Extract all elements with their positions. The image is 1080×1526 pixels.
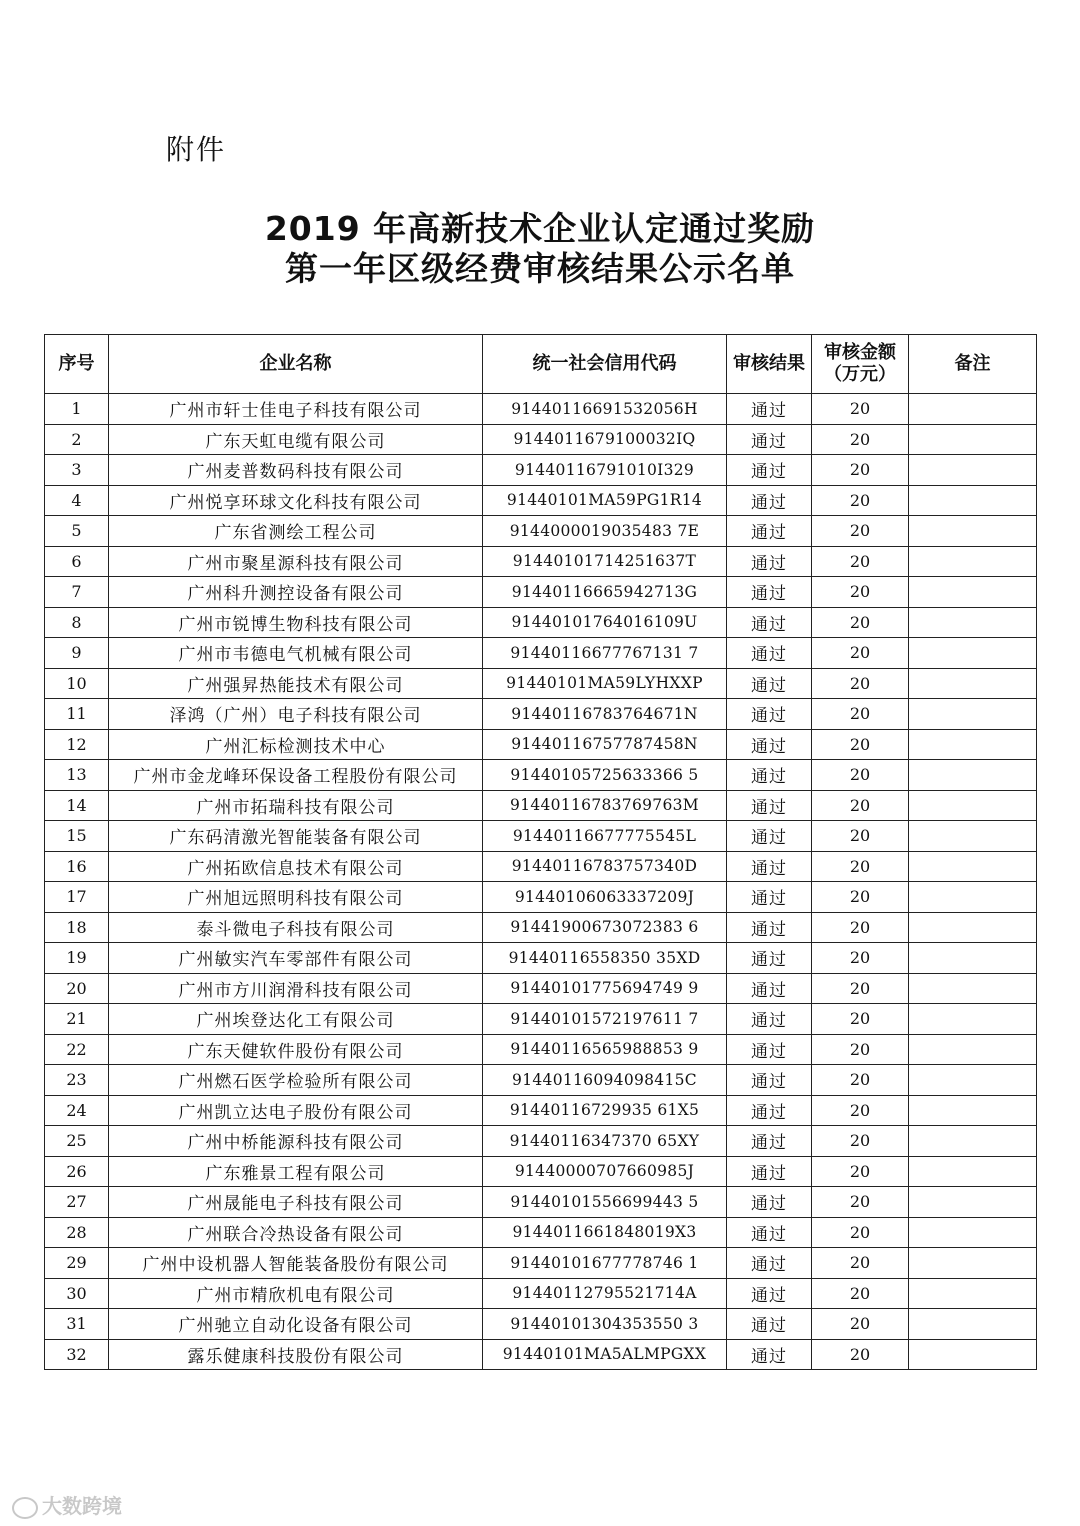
table-row: [45, 912, 1037, 943]
table-row: [45, 546, 1037, 577]
cell-remark: [909, 1217, 1037, 1248]
cell-seq: 17: [45, 882, 109, 913]
cell-seq: 31: [45, 1309, 109, 1340]
cell-amount: 20: [812, 912, 909, 943]
table-row: [45, 455, 1037, 486]
cell-remark: [909, 577, 1037, 608]
cell-result: 通过: [727, 790, 812, 821]
cell-result: 通过: [727, 1339, 812, 1370]
table-header-row: [45, 335, 1037, 394]
cell-remark: [909, 1095, 1037, 1126]
cell-result: 通过: [727, 516, 812, 547]
cell-remark: [909, 1004, 1037, 1035]
cell-credit-code: 91440106063337209J: [483, 882, 727, 913]
table-row: [45, 516, 1037, 547]
cell-amount: 20: [812, 1034, 909, 1065]
header-amount: [812, 335, 909, 394]
cell-company-name: 广州市锐博生物科技有限公司: [109, 607, 483, 638]
cell-remark: [909, 821, 1037, 852]
cell-amount: 20: [812, 1187, 909, 1218]
cell-amount: 20: [812, 882, 909, 913]
cell-seq: 29: [45, 1248, 109, 1279]
cell-credit-code: 91440101714251637T: [483, 546, 727, 577]
table-row: [45, 1095, 1037, 1126]
cell-result: 通过: [727, 1278, 812, 1309]
cell-amount: 20: [812, 485, 909, 516]
cell-amount: 20: [812, 394, 909, 425]
cell-credit-code: 91440101MA59PG1R14: [483, 485, 727, 516]
attachment-label: 附件: [166, 133, 227, 166]
cell-remark: [909, 912, 1037, 943]
cell-result: 通过: [727, 1126, 812, 1157]
cell-seq: 20: [45, 973, 109, 1004]
cell-remark: [909, 455, 1037, 486]
cell-company-name: 广东省测绘工程公司: [109, 516, 483, 547]
cell-result: 通过: [727, 1034, 812, 1065]
cell-seq: 21: [45, 1004, 109, 1035]
table-row: [45, 394, 1037, 425]
cell-company-name: 广州敏实汽车零部件有限公司: [109, 943, 483, 974]
cell-amount: 20: [812, 1095, 909, 1126]
cell-credit-code: 91440101775694749 9: [483, 973, 727, 1004]
header-amount-line1: 审核金额: [824, 342, 896, 363]
cell-seq: 18: [45, 912, 109, 943]
cell-remark: [909, 394, 1037, 425]
cell-result: 通过: [727, 821, 812, 852]
cell-amount: 20: [812, 607, 909, 638]
cell-credit-code: 91440116565988853 9: [483, 1034, 727, 1065]
table-row: [45, 1278, 1037, 1309]
cell-result: 通过: [727, 760, 812, 791]
cell-company-name: 广州麦普数码科技有限公司: [109, 455, 483, 486]
cell-seq: 28: [45, 1217, 109, 1248]
cell-amount: 20: [812, 790, 909, 821]
cell-remark: [909, 1278, 1037, 1309]
cell-seq: 9: [45, 638, 109, 669]
cell-company-name: 广州中桥能源科技有限公司: [109, 1126, 483, 1157]
cell-company-name: 露乐健康科技股份有限公司: [109, 1339, 483, 1370]
table-row: [45, 577, 1037, 608]
cell-credit-code: 91440116677767131 7: [483, 638, 727, 669]
table-row: [45, 1004, 1037, 1035]
cell-company-name: 广州汇标检测技术中心: [109, 729, 483, 760]
cell-result: 通过: [727, 1065, 812, 1096]
cell-seq: 26: [45, 1156, 109, 1187]
table-row: [45, 1187, 1037, 1218]
cell-credit-code: 91441900673072383 6: [483, 912, 727, 943]
cell-amount: 20: [812, 973, 909, 1004]
cell-company-name: 广东码清激光智能装备有限公司: [109, 821, 483, 852]
cell-amount: 20: [812, 1248, 909, 1279]
cell-seq: 2: [45, 424, 109, 455]
cell-company-name: 广州市拓瑞科技有限公司: [109, 790, 483, 821]
cell-company-name: 广东天健软件股份有限公司: [109, 1034, 483, 1065]
cell-seq: 25: [45, 1126, 109, 1157]
cell-credit-code: 91440116094098415C: [483, 1065, 727, 1096]
table-row: [45, 760, 1037, 791]
cell-seq: 3: [45, 455, 109, 486]
cell-credit-code: 91440101677778746 1: [483, 1248, 727, 1279]
cell-credit-code: 91440116783764671N: [483, 699, 727, 730]
cell-credit-code: 91440101764016109U: [483, 607, 727, 638]
cell-company-name: 广州市精欣机电有限公司: [109, 1278, 483, 1309]
table-row: [45, 821, 1037, 852]
cell-company-name: 广州旭远照明科技有限公司: [109, 882, 483, 913]
cell-amount: 20: [812, 1126, 909, 1157]
cell-remark: [909, 1034, 1037, 1065]
cell-remark: [909, 1248, 1037, 1279]
cell-credit-code: 91440116347370 65XY: [483, 1126, 727, 1157]
table-row: [45, 485, 1037, 516]
cell-seq: 11: [45, 699, 109, 730]
header-seq: 序号: [45, 335, 109, 394]
cell-amount: 20: [812, 1156, 909, 1187]
cell-company-name: 广州驰立自动化设备有限公司: [109, 1309, 483, 1340]
cell-credit-code: 91440116729935 61X5: [483, 1095, 727, 1126]
cell-result: 通过: [727, 394, 812, 425]
table-row: [45, 943, 1037, 974]
cell-result: 通过: [727, 668, 812, 699]
cell-amount: 20: [812, 1309, 909, 1340]
cell-remark: [909, 1339, 1037, 1370]
table-row: [45, 699, 1037, 730]
cell-result: 通过: [727, 638, 812, 669]
cell-amount: 20: [812, 1065, 909, 1096]
table-row: [45, 790, 1037, 821]
cell-remark: [909, 424, 1037, 455]
cell-seq: 10: [45, 668, 109, 699]
cell-credit-code: 91440116665942713G: [483, 577, 727, 608]
cell-company-name: 广州联合冷热设备有限公司: [109, 1217, 483, 1248]
table-row: [45, 607, 1037, 638]
header-result: 审核结果: [727, 335, 812, 394]
cell-credit-code: 91440101556699443 5: [483, 1187, 727, 1218]
cell-amount: 20: [812, 577, 909, 608]
cell-amount: 20: [812, 546, 909, 577]
cell-amount: 20: [812, 943, 909, 974]
cell-amount: 20: [812, 1004, 909, 1035]
cell-remark: [909, 638, 1037, 669]
cell-result: 通过: [727, 1309, 812, 1340]
cell-amount: 20: [812, 821, 909, 852]
cell-company-name: 广州市金龙峰环保设备工程股份有限公司: [109, 760, 483, 791]
cell-amount: 20: [812, 729, 909, 760]
cell-company-name: 广州晟能电子科技有限公司: [109, 1187, 483, 1218]
cell-remark: [909, 973, 1037, 1004]
table-row: [45, 851, 1037, 882]
cell-remark: [909, 546, 1037, 577]
cell-seq: 4: [45, 485, 109, 516]
cell-credit-code: 91440116783757340D: [483, 851, 727, 882]
cell-credit-code: 91440101304353550 3: [483, 1309, 727, 1340]
cell-amount: 20: [812, 424, 909, 455]
cell-seq: 24: [45, 1095, 109, 1126]
cell-result: 通过: [727, 729, 812, 760]
cell-seq: 27: [45, 1187, 109, 1218]
cell-seq: 16: [45, 851, 109, 882]
cell-amount: 20: [812, 1217, 909, 1248]
cell-result: 通过: [727, 882, 812, 913]
table-row: [45, 1034, 1037, 1065]
cell-credit-code: 91440101MA59LYHXXP: [483, 668, 727, 699]
cell-amount: 20: [812, 1339, 909, 1370]
cell-remark: [909, 607, 1037, 638]
cell-remark: [909, 668, 1037, 699]
cell-result: 通过: [727, 699, 812, 730]
cell-remark: [909, 485, 1037, 516]
cell-seq: 15: [45, 821, 109, 852]
cell-credit-code: 91440101572197611 7: [483, 1004, 727, 1035]
table-row: [45, 882, 1037, 913]
cell-company-name: 广州强昇热能技术有限公司: [109, 668, 483, 699]
watermark-logo-icon: [12, 1497, 38, 1519]
cell-amount: 20: [812, 455, 909, 486]
table-row: [45, 1126, 1037, 1157]
cell-company-name: 广东雅景工程有限公司: [109, 1156, 483, 1187]
cell-credit-code: 91440112795521714A: [483, 1278, 727, 1309]
cell-seq: 14: [45, 790, 109, 821]
cell-seq: 1: [45, 394, 109, 425]
cell-credit-code: 91440116558350 35XD: [483, 943, 727, 974]
results-table: [44, 334, 1037, 1370]
table-row: [45, 973, 1037, 1004]
cell-result: 通过: [727, 943, 812, 974]
cell-result: 通过: [727, 424, 812, 455]
cell-remark: [909, 943, 1037, 974]
cell-seq: 12: [45, 729, 109, 760]
cell-company-name: 广州埃登达化工有限公司: [109, 1004, 483, 1035]
cell-remark: [909, 1065, 1037, 1096]
cell-credit-code: 9144011679100032IQ: [483, 424, 727, 455]
table-row: [45, 424, 1037, 455]
cell-seq: 30: [45, 1278, 109, 1309]
cell-seq: 8: [45, 607, 109, 638]
cell-remark: [909, 760, 1037, 791]
cell-result: 通过: [727, 485, 812, 516]
cell-remark: [909, 1187, 1037, 1218]
cell-seq: 22: [45, 1034, 109, 1065]
cell-result: 通过: [727, 546, 812, 577]
cell-company-name: 广州悦享环球文化科技有限公司: [109, 485, 483, 516]
cell-company-name: 广东天虹电缆有限公司: [109, 424, 483, 455]
cell-result: 通过: [727, 607, 812, 638]
cell-seq: 5: [45, 516, 109, 547]
cell-result: 通过: [727, 851, 812, 882]
cell-company-name: 广州市方川润滑科技有限公司: [109, 973, 483, 1004]
cell-remark: [909, 699, 1037, 730]
watermark: [12, 1490, 122, 1519]
cell-company-name: 广州凯立达电子股份有限公司: [109, 1095, 483, 1126]
cell-credit-code: 91440101MA5ALMPGXX: [483, 1339, 727, 1370]
cell-company-name: 广州市聚星源科技有限公司: [109, 546, 483, 577]
cell-company-name: 泰斗微电子科技有限公司: [109, 912, 483, 943]
cell-remark: [909, 851, 1037, 882]
table-row: [45, 1309, 1037, 1340]
table-body: [45, 394, 1037, 1370]
cell-company-name: 广州中设机器人智能装备股份有限公司: [109, 1248, 483, 1279]
cell-result: 通过: [727, 455, 812, 486]
page-title-line1: 2019 年高新技术企业认定通过奖励: [264, 209, 816, 248]
cell-seq: 6: [45, 546, 109, 577]
cell-credit-code: 91440116757787458N: [483, 729, 727, 760]
header-name: 企业名称: [109, 335, 483, 394]
header-amount-line2: （万元）: [824, 364, 896, 385]
cell-result: 通过: [727, 1248, 812, 1279]
cell-credit-code: 9144000019035483 7E: [483, 516, 727, 547]
cell-seq: 32: [45, 1339, 109, 1370]
cell-result: 通过: [727, 1187, 812, 1218]
table-row: [45, 1248, 1037, 1279]
cell-credit-code: 91440116691532056H: [483, 394, 727, 425]
cell-amount: 20: [812, 668, 909, 699]
cell-remark: [909, 1126, 1037, 1157]
cell-remark: [909, 729, 1037, 760]
cell-remark: [909, 1156, 1037, 1187]
cell-result: 通过: [727, 912, 812, 943]
cell-credit-code: 91440116677775545L: [483, 821, 727, 852]
cell-company-name: 广州市韦德电气机械有限公司: [109, 638, 483, 669]
cell-result: 通过: [727, 1095, 812, 1126]
page-title-line2: 第一年区级经费审核结果公示名单: [285, 249, 795, 288]
table-row: [45, 1339, 1037, 1370]
table-row: [45, 1065, 1037, 1096]
cell-seq: 19: [45, 943, 109, 974]
watermark-text: 大数跨境: [42, 1494, 122, 1518]
cell-credit-code: 91440116791010I329: [483, 455, 727, 486]
cell-remark: [909, 1309, 1037, 1340]
cell-result: 通过: [727, 1004, 812, 1035]
cell-company-name: 广州市轩士佳电子科技有限公司: [109, 394, 483, 425]
table-row: [45, 1156, 1037, 1187]
table-row: [45, 638, 1037, 669]
cell-seq: 7: [45, 577, 109, 608]
cell-company-name: 广州燃石医学检验所有限公司: [109, 1065, 483, 1096]
cell-remark: [909, 516, 1037, 547]
cell-credit-code: 91440116783769763M: [483, 790, 727, 821]
cell-seq: 13: [45, 760, 109, 791]
cell-company-name: 广州拓欧信息技术有限公司: [109, 851, 483, 882]
cell-company-name: 泽鸿（广州）电子科技有限公司: [109, 699, 483, 730]
cell-remark: [909, 882, 1037, 913]
table-row: [45, 1217, 1037, 1248]
table-row: [45, 729, 1037, 760]
cell-amount: 20: [812, 760, 909, 791]
cell-seq: 23: [45, 1065, 109, 1096]
cell-credit-code: 9144011661848019X3: [483, 1217, 727, 1248]
cell-result: 通过: [727, 1156, 812, 1187]
cell-amount: 20: [812, 851, 909, 882]
table-row: [45, 668, 1037, 699]
cell-result: 通过: [727, 973, 812, 1004]
header-remark: 备注: [909, 335, 1037, 394]
cell-credit-code: 91440000707660985J: [483, 1156, 727, 1187]
cell-result: 通过: [727, 1217, 812, 1248]
cell-company-name: 广州科升测控设备有限公司: [109, 577, 483, 608]
cell-credit-code: 91440105725633366 5: [483, 760, 727, 791]
cell-result: 通过: [727, 577, 812, 608]
cell-amount: 20: [812, 516, 909, 547]
cell-amount: 20: [812, 699, 909, 730]
cell-amount: 20: [812, 1278, 909, 1309]
header-code: 统一社会信用代码: [483, 335, 727, 394]
cell-remark: [909, 790, 1037, 821]
cell-amount: 20: [812, 638, 909, 669]
